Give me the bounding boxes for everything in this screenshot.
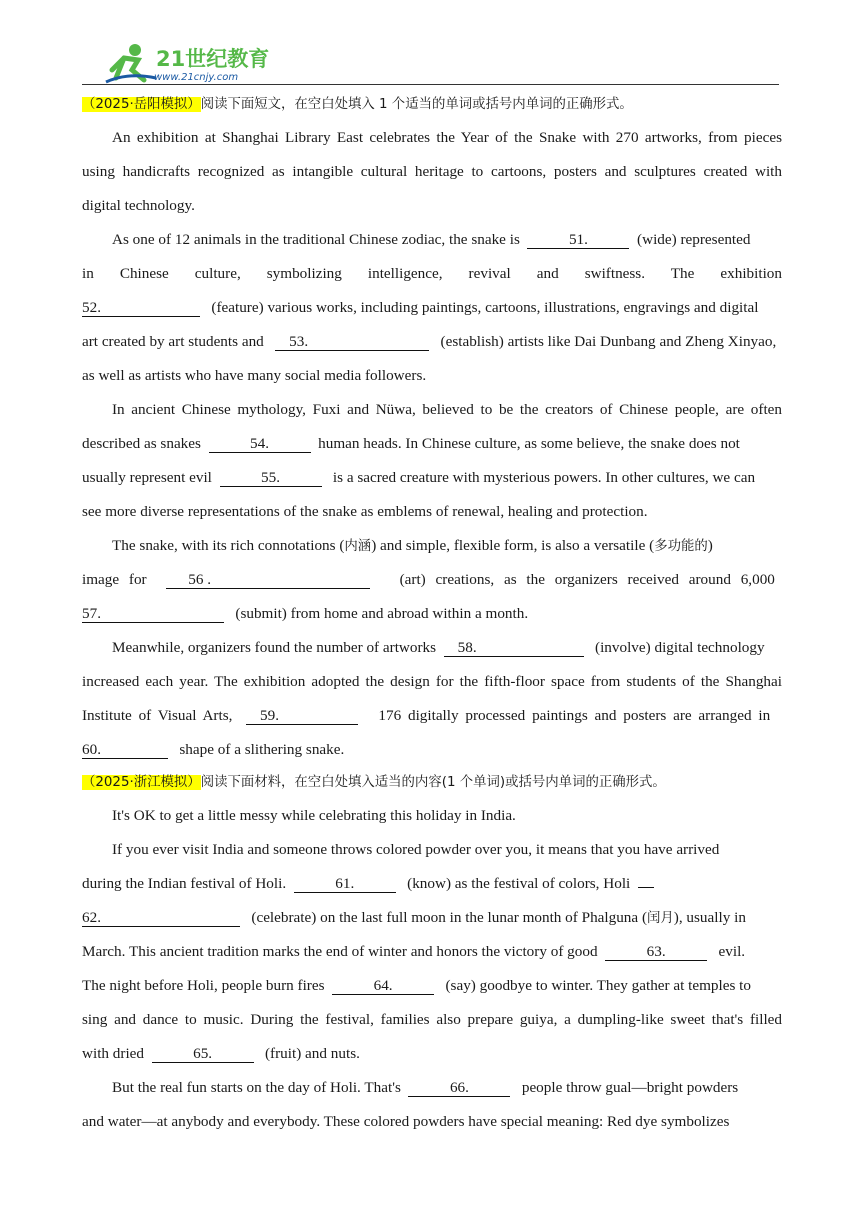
text-line (82, 874, 782, 894)
text-line: in Chinese culture, symbolizing intelligence, revival and swiftness. The exhibition (82, 265, 782, 282)
text-span: 176 digitally processed paintings and posters are arranged in (378, 707, 771, 724)
text-line (82, 230, 782, 250)
text-span: shape of a slithering snake. (179, 741, 345, 758)
text-line (82, 604, 782, 624)
header-rule (82, 84, 779, 85)
text-span: ), usually in (673, 909, 746, 926)
answer-blank[interactable]: 59. (246, 708, 358, 725)
answer-blank[interactable]: 61. (294, 876, 396, 893)
text-line (82, 638, 782, 658)
answer-blank[interactable]: 63. (605, 944, 707, 961)
text-line: increased each year. The exhibition adopted the design for the fifth-floor space from students of the Shanghai (82, 673, 782, 690)
answer-blank[interactable]: 55. (220, 470, 322, 487)
text-line: In ancient Chinese mythology, Fuxi and Nüwa, believed to be the creators of Chinese people, are often (112, 401, 782, 418)
text-line (82, 468, 782, 488)
text-span: (celebrate) on the last full moon in the lunar month of Phalguna ( (251, 909, 647, 926)
answer-blank[interactable]: 54. (209, 436, 311, 453)
instruction-text: 阅读下面短文，在空白处填入 1 个适当的单词或括号内单词的正确形式。 (200, 97, 633, 112)
text-span: is a sacred creature with mysterious powers. In other cultures, we can (332, 469, 756, 486)
text-line (82, 942, 782, 962)
text-span: described as snakes (82, 435, 201, 452)
text-span: (art) creations, as the organizers received around 6,000 (399, 571, 775, 588)
answer-blank[interactable]: 65. (152, 1046, 254, 1063)
logo-url: www.21cnjy.com (154, 72, 239, 83)
section-header-2 (82, 772, 782, 793)
text-span: art created by art students and (82, 333, 264, 350)
text-span: during the Indian festival of Holi. (82, 875, 287, 892)
answer-blank-continuation (638, 887, 654, 888)
text-span: Meanwhile, organizers found the number of artworks (112, 639, 437, 656)
text-span: (wide) represented (637, 231, 751, 248)
text-span: ) and simple, flexible form, is also a versatile ( (371, 537, 655, 554)
text-span: (say) goodbye to winter. They gather at temples to (445, 977, 751, 994)
text-span: (involve) digital technology (595, 639, 765, 656)
text-line (82, 706, 782, 726)
text-line (82, 298, 782, 318)
text-span: with dried (82, 1045, 145, 1062)
source-tag: （2025·浙江模拟） (82, 775, 201, 790)
site-logo (102, 40, 272, 86)
text-span: human heads. In Chinese culture, as some believe, the snake does not (318, 435, 740, 452)
text-line: An exhibition at Shanghai Library East celebrates the Year of the Snake with 270 artworks, from pieces (112, 129, 782, 146)
text-line: and water—at anybody and everybody. These colored powders have special meaning: Red dye symbolizes (82, 1113, 730, 1130)
answer-blank[interactable]: 60. (82, 742, 168, 759)
text-line (82, 332, 782, 352)
text-line (82, 434, 782, 454)
instruction-text: 阅读下面材料，在空白处填入适当的内容(1 个单词)或括号内单词的正确形式。 (200, 775, 666, 790)
text-line (82, 976, 782, 996)
text-line (82, 536, 782, 557)
text-span: 内涵 (344, 539, 372, 554)
text-span: But the real fun starts on the day of Holi. That's (112, 1079, 401, 1096)
text-line: see more diverse representations of the snake as emblems of renewal, healing and protection. (82, 503, 648, 520)
logo-brand: 21世纪教育 (156, 47, 270, 71)
answer-blank[interactable]: 57. (82, 606, 224, 623)
text-span: evil. (718, 943, 746, 960)
text-span: The night before Holi, people burn fires (82, 977, 325, 994)
text-span: usually represent evil (82, 469, 212, 486)
answer-blank[interactable]: 64. (332, 978, 434, 995)
text-line (82, 1078, 782, 1098)
text-span: As one of 12 animals in the traditional Chinese zodiac, the snake is (112, 231, 520, 248)
text-span: image for (82, 571, 147, 588)
source-tag: （2025·岳阳模拟） (82, 97, 201, 112)
text-line (82, 1044, 782, 1064)
text-line: sing and dance to music. During the festival, families also prepare guiya, a dumpling-like sweet that's filled (82, 1011, 782, 1028)
text-line (82, 740, 782, 760)
answer-blank[interactable]: 66. (408, 1080, 510, 1097)
answer-blank[interactable]: 56 . (166, 572, 370, 589)
answer-blank[interactable]: 52. (82, 300, 200, 317)
text-line (82, 908, 782, 929)
text-line: It's OK to get a little messy while celebrating this holiday in India. (112, 807, 516, 824)
text-line: digital technology. (82, 197, 195, 214)
text-line (82, 570, 782, 590)
text-line: as well as artists who have many social media followers. (82, 367, 427, 384)
text-span: (fruit) and nuts. (265, 1045, 360, 1062)
text-span: (feature) various works, including paintings, cartoons, illustrations, engravings and digital (211, 299, 759, 316)
text-span: (know) as the festival of colors, Holi (407, 875, 631, 892)
text-span: Institute of Visual Arts, (82, 707, 233, 724)
text-span: (establish) artists like Dai Dunbang and Zheng Xinyao, (440, 333, 777, 350)
text-span: March. This ancient tradition marks the end of winter and honors the victory of good (82, 943, 598, 960)
answer-blank[interactable]: 53. (275, 334, 429, 351)
text-line: If you ever visit India and someone throws colored powder over you, it means that you have arrived (112, 841, 720, 858)
text-span: 闰月 (647, 911, 674, 926)
text-span: 多功能的 (654, 539, 708, 554)
text-span: people throw gual—bright powders (521, 1079, 739, 1096)
text-span: (submit) from home and abroad within a month. (235, 605, 529, 622)
text-span: ) (707, 537, 713, 554)
text-line: using handicrafts recognized as intangible cultural heritage to cartoons, posters and sculptures created with (82, 163, 782, 180)
answer-blank[interactable]: 51. (527, 232, 629, 249)
section-header-1 (82, 94, 782, 115)
answer-blank[interactable]: 62. (82, 910, 240, 927)
answer-blank[interactable]: 58. (444, 640, 584, 657)
text-span: The snake, with its rich connotations ( (112, 537, 345, 554)
